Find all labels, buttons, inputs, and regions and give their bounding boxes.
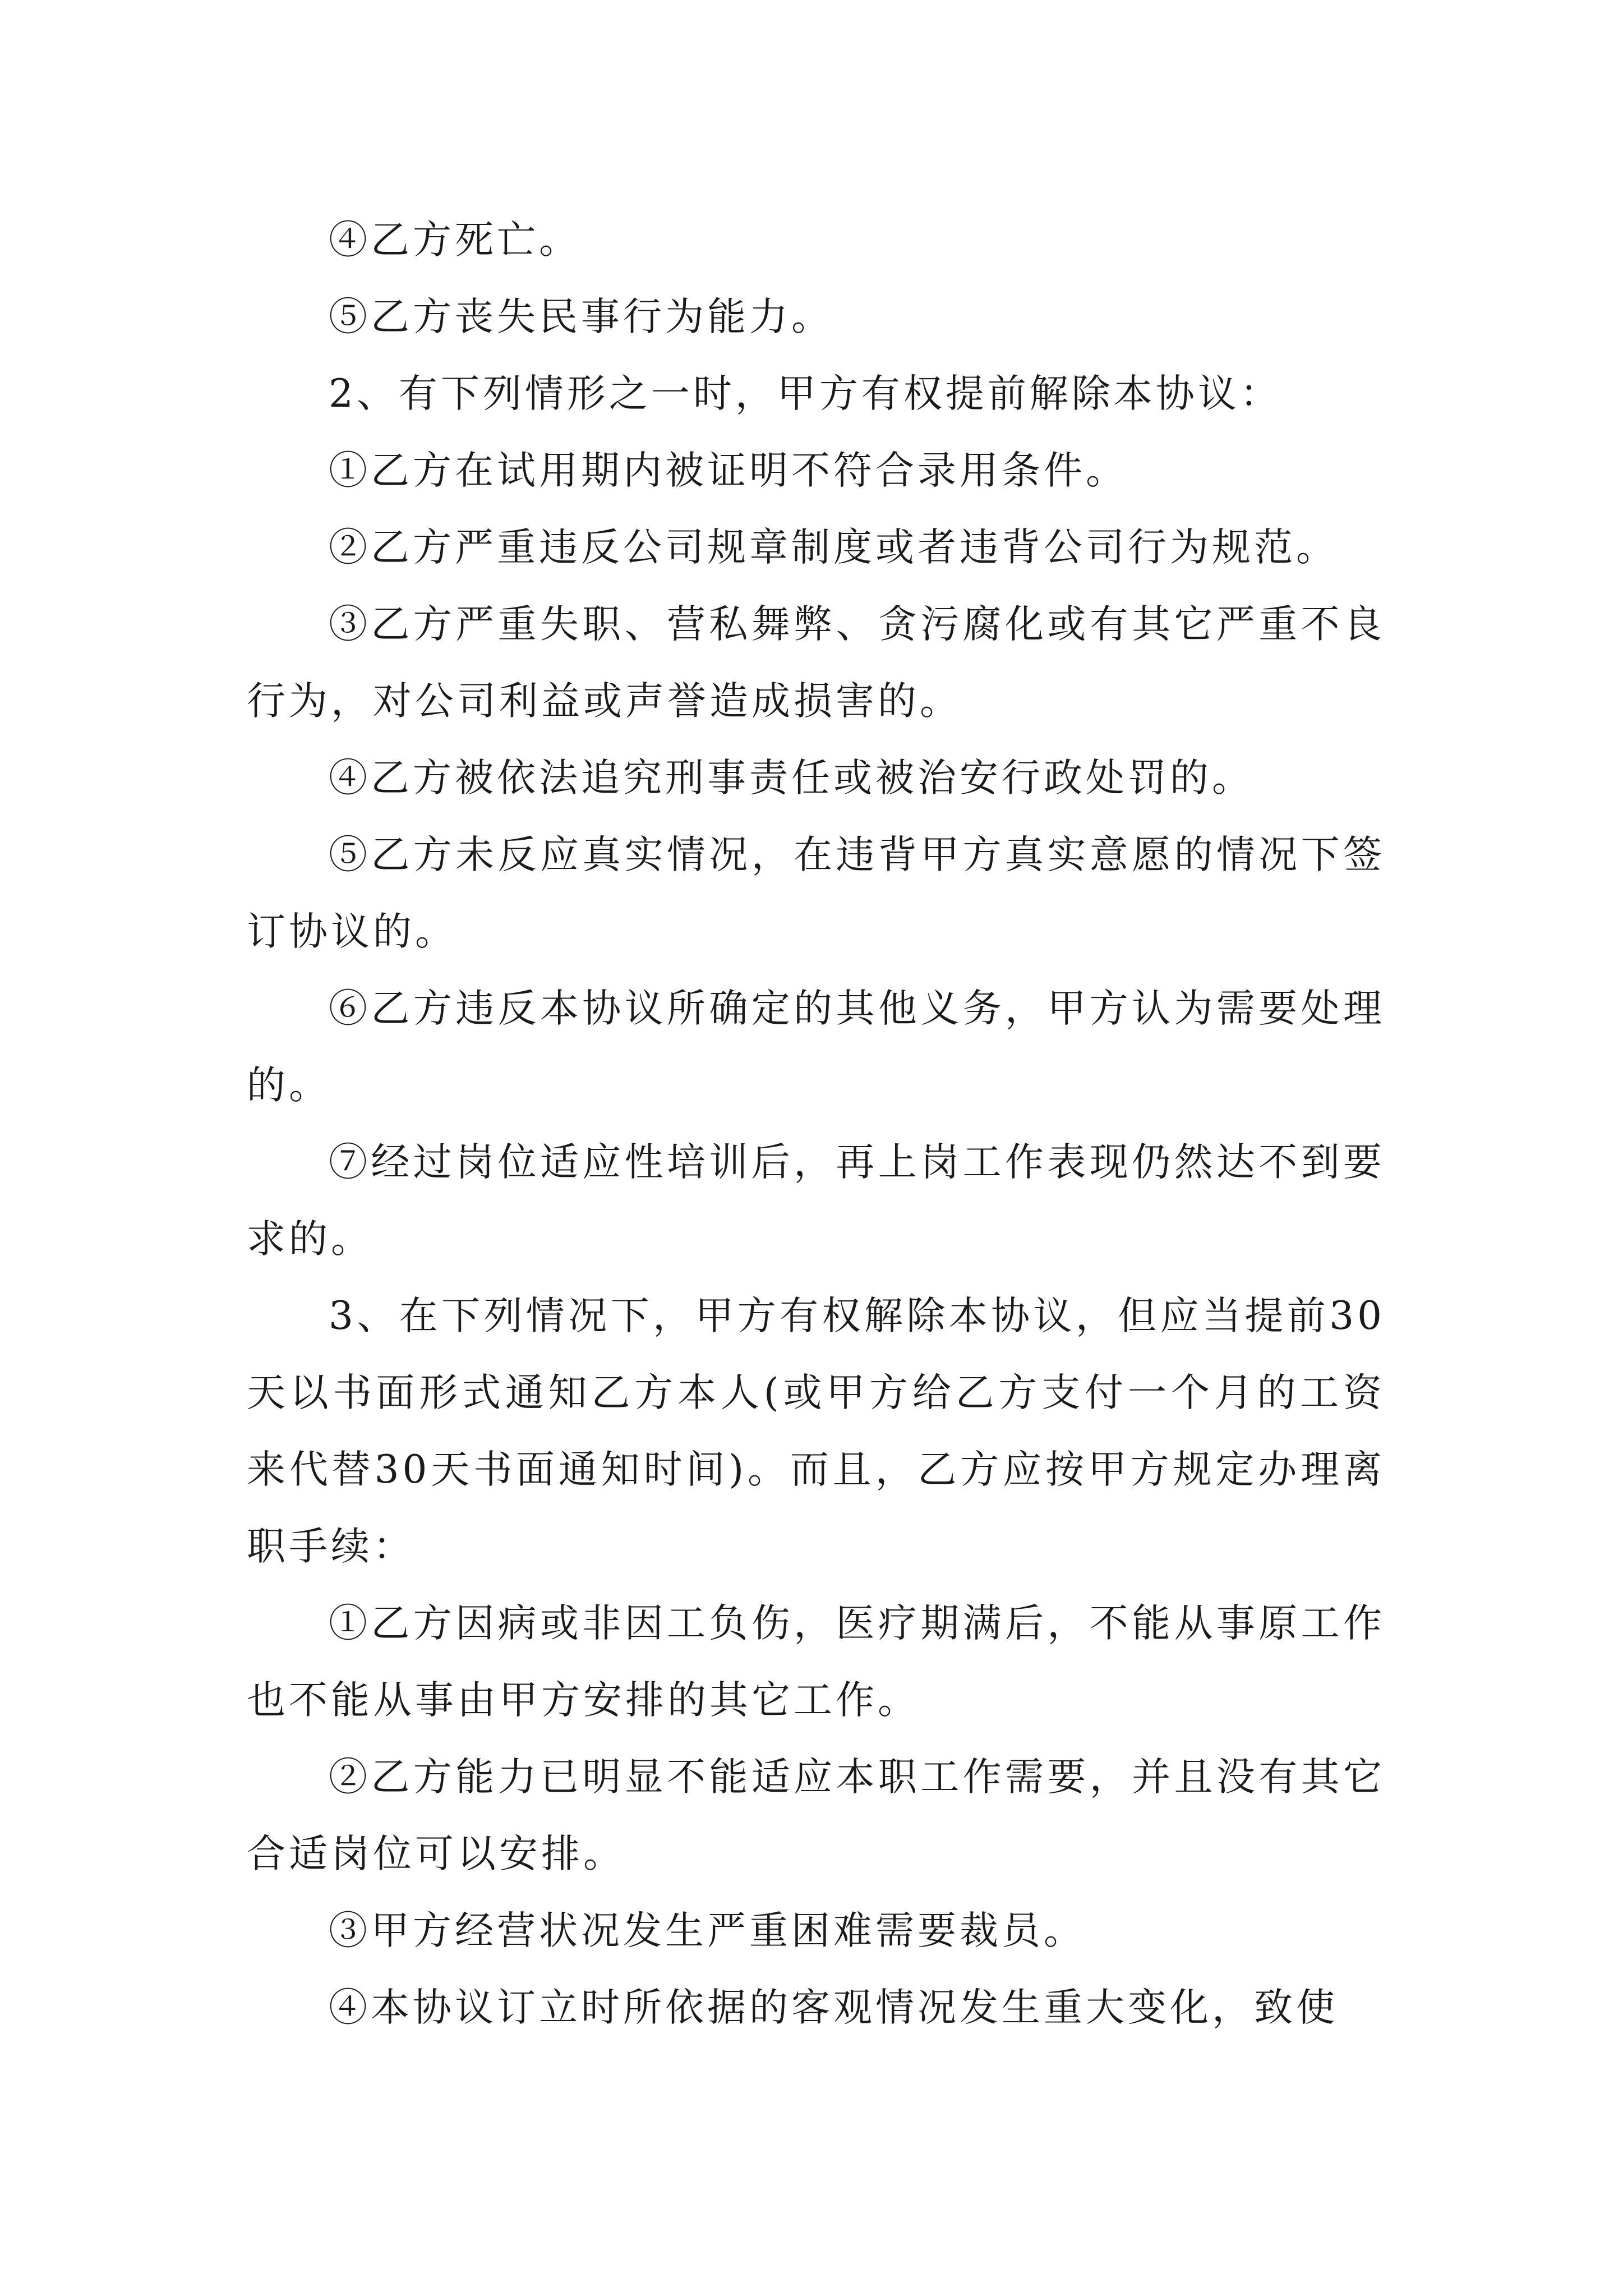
paragraph-clause-3-item-3: ③甲方经营状况发生严重困难需要裁员。	[329, 1908, 1086, 1953]
paragraph-clause-2-item-6: ⑥乙方违反本协议所确定的其他义务，甲方认为需要处理的。	[247, 986, 1385, 1108]
paragraph-clause-3-item-1: ①乙方因病或非因工负伤，医疗期满后，不能从事原工作也不能从事由甲方安排的其它工作。	[247, 1601, 1385, 1723]
paragraph-clause-2-item-2: ②乙方严重违反公司规章制度或者违背公司行为规范。	[329, 525, 1338, 570]
paragraph-clause-2-item-3: ③乙方严重失职、营私舞弊、贪污腐化或有其它严重不良行为，对公司利益或声誉造成损害的。	[247, 602, 1385, 724]
paragraph-clause-3-heading: 3、在下列情况下，甲方有权解除本协议，但应当提前30天以书面形式通知乙方本人(或甲方给乙方支付一个月的工资来代替30天书面通知时间)。而且，乙方应按甲方规定办理离职手续：	[247, 1294, 1385, 1569]
paragraph-item-4-death: ④乙方死亡。	[329, 218, 581, 263]
paragraph-clause-3-item-2: ②乙方能力已明显不能适应本职工作需要，并且没有其它合适岗位可以安排。	[247, 1755, 1385, 1876]
paragraph-clause-2-heading: 2、有下列情形之一时，甲方有权提前解除本协议：	[329, 371, 1282, 416]
paragraph-item-5-incapacity: ⑤乙方丧失民事行为能力。	[329, 295, 833, 339]
paragraph-clause-3-item-4: ④本协议订立时所依据的客观情况发生重大变化，致使	[329, 1985, 1338, 2030]
paragraph-clause-2-item-4: ④乙方被依法追究刑事责任或被治安行政处罚的。	[329, 756, 1254, 800]
paragraph-clause-2-item-5: ⑤乙方未反应真实情况，在违背甲方真实意愿的情况下签订协议的。	[247, 832, 1385, 954]
paragraph-clause-2-item-1: ①乙方在试用期内被证明不符合录用条件。	[329, 448, 1128, 493]
document-body	[247, 202, 1385, 2046]
paragraph-clause-2-item-7: ⑦经过岗位适应性培训后，再上岗工作表现仍然达不到要求的。	[247, 1140, 1385, 1262]
